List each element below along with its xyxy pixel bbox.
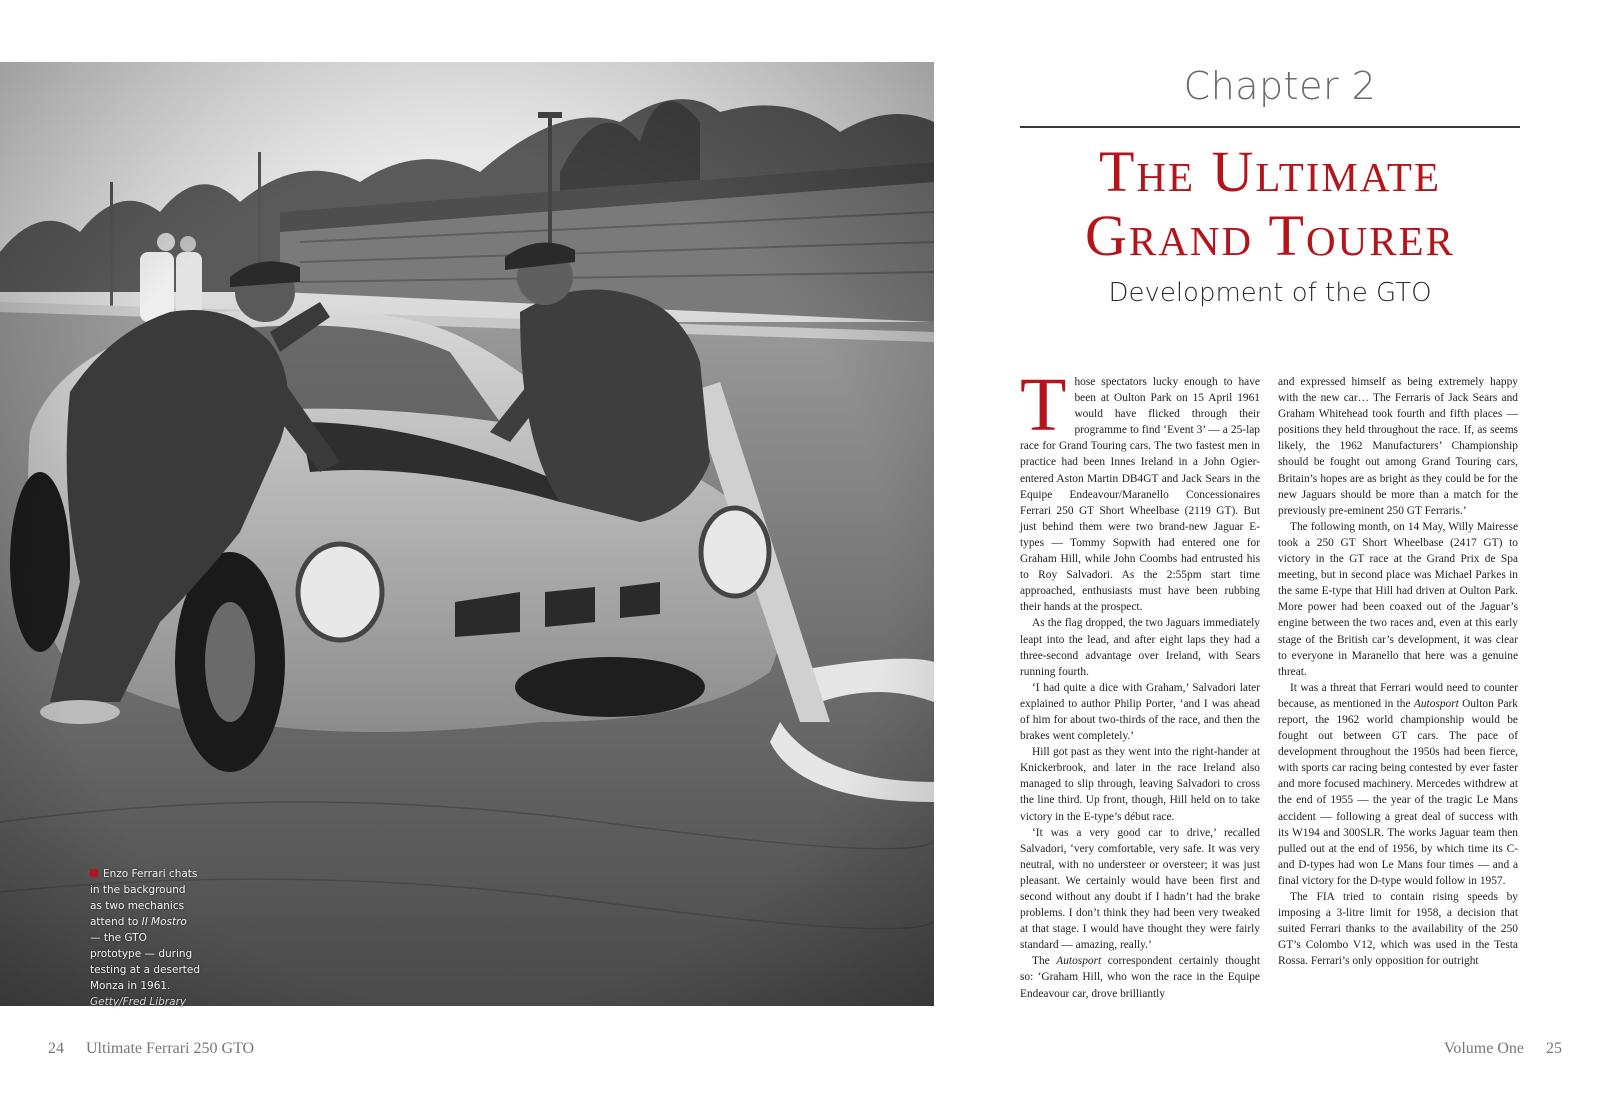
paragraph: The Autosport correspondent certainly thought so: ‘Graham Hill, who won the race in the Equipe Endeavour car, drove brilliantly [1020,955,1261,1000]
page-number-left: 24 [48,1040,64,1057]
photo-caption: Enzo Ferrari chats in the background as two mechanics attend to Il Mostro — the GTO prototype — during testing at a deserted Monza in 1961. Getty/Fred Library [90,868,201,1008]
volume-label: Volume One [1443,1040,1524,1057]
chapter-title-line2: Grand Tourer [1085,203,1455,268]
caption-marker [90,869,98,877]
paragraph: Hill got past as they went into the right-hander at Knickerbrook, and later in the race Ireland also managed to slip through, leaving Salvadori to cross the line third. Up front, though, Hill held on to take victory in the E-type’s début race. [1020,746,1260,823]
body-column-2 [1278,374,1518,969]
paragraph: Those spectators lucky enough to have been at Oulton Park on 15 April 1961 would have flicked through their programme to find ‘Event 3’ — a 25-lap race for Grand Touring cars. The two fastest men in practice had been Innes Ireland in a John Ogier-entered Aston Martin DB4GT and Jack Sears in the Equipe Endeavour/Maranello Concessionaires Ferrari 250 GT Short Wheelbase (2119 GT). But just behind them were two brand-new Jaguar E-types — Tommy Sopwith had entered one for Graham Hill, while John Coombs had entrusted his to Roy Salvadori. As the 2:55pm start time approached, enthusiasts must have been rubbing their hands at the prospect. [1020,363,1260,614]
page-number-right: 25 [1546,1040,1562,1057]
drop-cap: T [1020,363,1067,447]
chapter-rule [1020,126,1520,128]
paragraph: As the flag dropped, the two Jaguars immediately leapt into the lead, and after eight laps they had a three-second advantage over Ireland, with Sears running fourth. [1020,617,1260,678]
paragraph: It was a threat that Ferrari would need to counter because, as mentioned in the Autosport Oulton Park report, the 1962 world championship would be fought out between GT cars. The pace of development throughout the 1950s had been fierce, with sports car racing being contested by ever faster and more focused machinery. Mercedes withdrew at the end of 1955 — the year of the tragic Le Mans accident — following a great deal of success with its W194 and 300SLR. The works Jaguar team then pulled out at the end of 1956, by which time its C- and D-types had won Le Mans four times — and a final victory for the D-type would follow in 1957. [1278,681,1519,887]
paragraph: ‘I had quite a dice with Graham,’ Salvadori later explained to author Philip Porter, ‘and I was ahead of him for about two-thirds of the race, and then the brakes went completely.’ [1020,681,1260,743]
chapter-title [1020,140,1520,268]
left-folio [48,1040,254,1058]
photo-credit: Getty/Fred Library [90,996,187,1008]
chapter-label: Chapter 2 [1183,64,1377,108]
right-folio [1444,1040,1562,1058]
book-title: Ultimate Ferrari 250 GTO [86,1040,255,1057]
paragraph: The FIA tried to contain rising speeds by imposing a 3-litre limit for 1958, a decision that suited Ferrari thanks to the availability of the 250 GT’s Colombo V12, which was used in the Testa Rossa. Ferrari’s only opposition for outright [1278,891,1518,968]
paragraph: and expressed himself as being extremely happy with the new car… The Ferraris of Jack Sears and Graham Whitehead took fourth and fifth places — positions they held throughout the race. If, as seems likely, the 1962 Manufacturers’ Championship should be fought out among Grand Touring cars, Britain’s hopes are as bright as they could be for the new Jaguars should be more than a match for the previously pre-eminent 250 GT Ferraris.’ [1278,376,1518,517]
race-car-photo [0,62,934,1006]
chapter-subtitle: Development of the GTO [1108,278,1432,308]
paragraph: ‘It was a very good car to drive,’ recalled Salvadori, ‘very comfortable, very safe. It was very neutral, with no understeer or oversteer; it was just pleasant. We certainly would have been first and second without any doubt if I hadn’t had the brake problems. I don’t think they had been very tweaked at that stage. I would have thought they were fairly standard — amazing, really.’ [1020,826,1260,952]
chapter-title-line1: The Ultimate [1098,139,1442,204]
paragraph: The following month, on 14 May, Willy Mairesse took a 250 GT Short Wheelbase (2417 GT) to victory in the GT race at the Grand Prix de Spa meeting, but in second place was Michael Parkes in the same E-type that Hill had driven at Oulton Park. More power had been coaxed out of the Jaguar’s engine between the two races and, even at this early stage of the British car’s development, it was clear to everyone in Maranello that here was a genuine threat. [1278,520,1518,678]
body-column-1 [1020,363,1261,1002]
photo-illustration [0,62,934,1006]
